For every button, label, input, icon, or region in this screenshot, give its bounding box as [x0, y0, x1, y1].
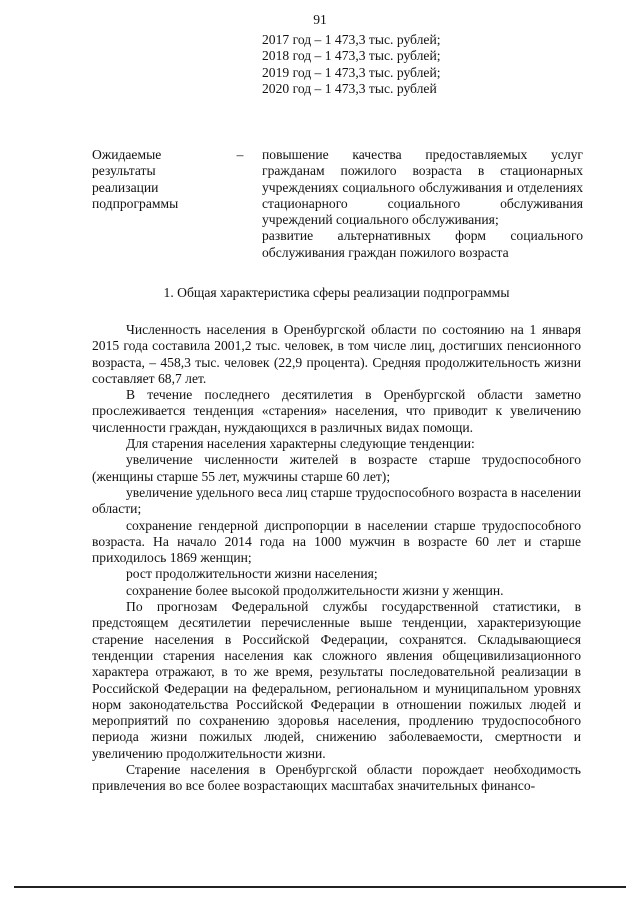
results-dash: –: [236, 147, 244, 162]
body-paragraph: сохранение более высокой продолжительности жизни у женщин.: [126, 582, 504, 598]
body-paragraph: Численность населения в Оренбургской области по состоянию на 1 января 2015 года составила 2001,2 тыс. человек, в том числе лиц, достигших пенсионного возраста, – 458,3 тыс. человек (22,9 процента). Средняя продолжительность жизни составляет 68,7 лет.: [92, 322, 581, 386]
results-label-line: подпрограммы: [92, 195, 179, 211]
expected-results-text: [262, 147, 583, 261]
funding-line-2019: 2019 год – 1 473,3 тыс. рублей;: [262, 64, 441, 80]
page-number: 91: [313, 12, 327, 27]
section-title: 1. Общая характеристика сферы реализации подпрограммы: [163, 285, 510, 300]
funding-by-year: [262, 32, 582, 97]
bottom-divider: [14, 886, 626, 888]
funding-line-2017: 2017 год – 1 473,3 тыс. рублей;: [262, 32, 441, 47]
results-paragraph: повышение качества предоставляемых услуг гражданам пожилого возраста в стационарных учреждениях социального обслуживания и отделениях стационарного социального обслуживания учреждений социального обслуживания;: [262, 147, 583, 228]
body-paragraph: увеличение удельного веса лиц старше трудоспособного возраста в населении области;: [92, 484, 581, 517]
body-paragraph: В течение последнего десятилетия в Оренбургской области заметно прослеживается тенденция «старения» населения, что приводит к увеличению численности граждан, нуждающихся в различных видах помощи.: [92, 387, 581, 435]
body-paragraph: сохранение гендерной диспропорции в населении старше трудоспособного возраста. На начало 2014 года на 1000 мужчин в возрасте 60 лет и старше приходилось 1869 женщин;: [92, 517, 581, 566]
body-paragraph: Старение населения в Оренбургской области порождает необходимость привлечения во все более возрастающих масштабах значительных финансо-: [92, 762, 581, 794]
body-paragraph: По прогнозам Федеральной службы государственной статистики, в предстоящем десятилетии перечисленные выше тенденции, характеризующие старение населения в Российской Федерации, сохранятся. Складывающиеся тенденции старения населения как сложного явления общецивилизационного характера отражают, в то же время, результаты последовательной реализации в Российской Федерации на федеральном, региональном и муниципальном уровнях норм законодательства Российской Федерации в отношении пожилых людей и мероприятий по сохранению здоровья населения, продлению трудоспособного периода жизни пожилых людей, снижению заболеваемости, смертности и увеличению продолжительности жизни.: [92, 599, 581, 761]
funding-line-2018: 2018 год – 1 473,3 тыс. рублей;: [262, 48, 441, 64]
expected-results-label: [92, 147, 232, 212]
results-label-line: реализации: [92, 179, 159, 195]
results-label-line: результаты: [92, 163, 156, 179]
results-paragraph: развитие альтернативных форм социального обслуживания граждан пожилого возраста: [262, 228, 583, 260]
results-label-line: Ожидаемые: [92, 147, 162, 162]
section-body: [92, 322, 581, 795]
funding-line-2020: 2020 год – 1 473,3 тыс. рублей: [262, 80, 437, 96]
body-paragraph: увеличение численности жителей в возрасте старше трудоспособного (женщины старше 55 лет, мужчины старше 60 лет);: [92, 452, 581, 484]
body-paragraph: Для старения населения характерны следующие тенденции:: [126, 436, 475, 452]
body-paragraph: рост продолжительности жизни населения;: [126, 566, 378, 582]
